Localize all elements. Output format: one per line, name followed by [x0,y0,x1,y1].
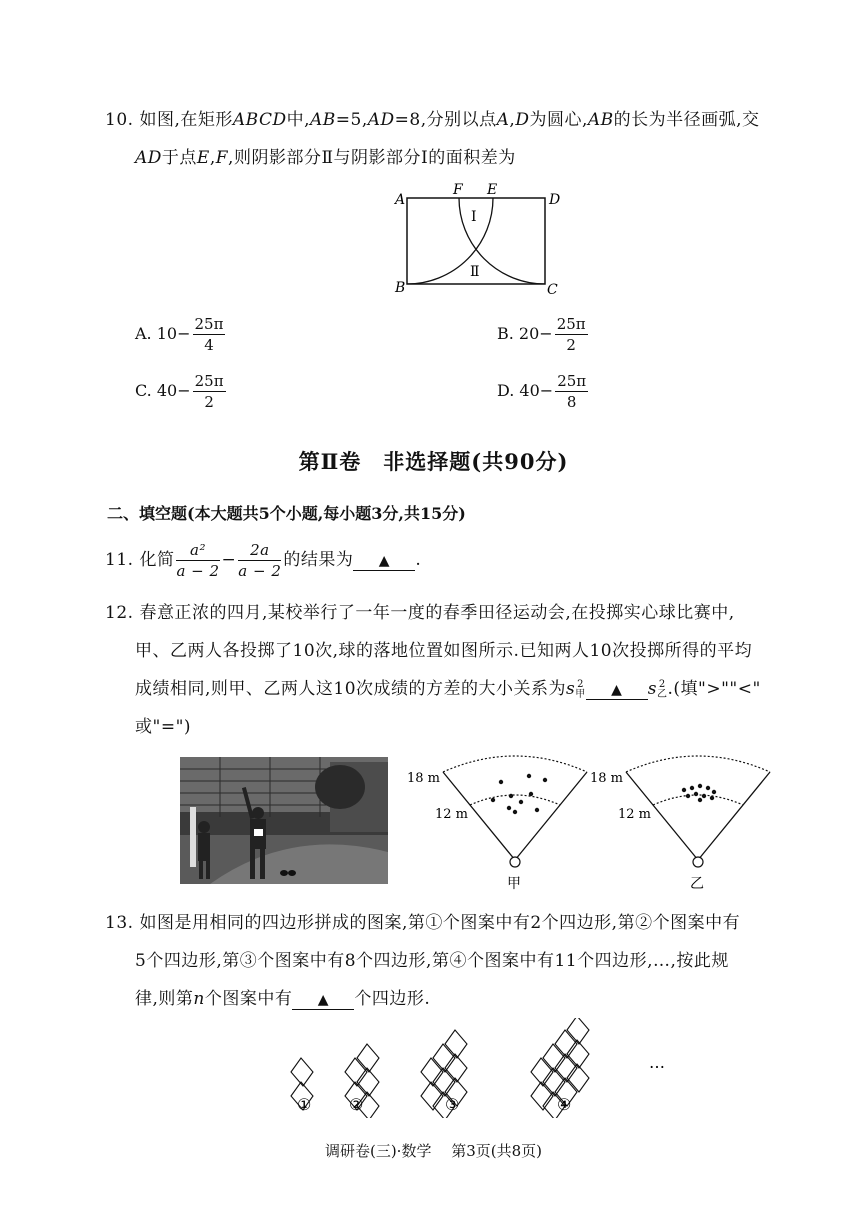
rhombus [445,1030,467,1058]
pattern-label-4: ④ [557,1095,572,1114]
denominator: a − 2 [176,562,220,580]
math: n [193,989,205,1009]
label-f: F [453,182,463,198]
text: .(填">""<" [667,679,761,699]
math: AB [310,110,336,130]
label-12m: 12 m [435,807,469,822]
text: . [415,550,422,570]
text: 律,则第 [135,989,194,1009]
sup: 2 [658,678,666,690]
rhombus [357,1044,379,1072]
fraction-1 [176,540,219,581]
landing-points [682,784,716,802]
numerator: a² [176,540,219,561]
math: ABCD [232,110,287,130]
throw-circle [510,857,520,867]
throw-circle [693,857,703,867]
question-number: 13. [105,913,134,933]
rhombus-patterns [285,1018,685,1118]
label-b: B [395,280,406,296]
math: D [515,110,530,130]
text: 化简 [139,550,175,570]
numerator: 25π [194,372,224,390]
q13-line1 [105,908,740,933]
pattern-label-3: ③ [445,1095,460,1114]
q12-line4: 或"=") [135,717,192,737]
question-number: 12. [105,603,134,623]
denominator: 2 [566,336,576,354]
sector-edge-right [515,772,587,860]
part2-heading: 第Ⅱ卷 非选择题(共90分) [298,449,569,474]
fraction-2 [238,540,281,581]
sub: 乙 [657,688,668,700]
option-c[interactable] [135,371,228,412]
label-d: D [549,192,561,208]
label-jia: 甲 [507,876,521,892]
label-18m: 18 m [407,771,441,786]
numerator: 25π [556,315,586,333]
option-label: B. 20− [497,324,553,343]
photo-scene [180,757,388,884]
text: 成绩相同,则甲、乙两人这10次成绩的方差的大小关系为 [135,679,567,699]
rhombus [567,1018,589,1044]
math: AD [135,148,162,168]
text: 于点 [161,148,197,168]
option-label: C. 40− [135,381,191,400]
q13-line2: 5个四边形,第③个图案中有8个四边形,第④个图案中有11个四边形,…,按此规 [135,951,729,971]
text: =5, [335,110,368,130]
throw-diagram-yi [588,752,788,897]
shot-put-photo [180,757,388,884]
option-a[interactable] [135,314,227,355]
q10-line1 [105,105,760,130]
fraction [555,314,588,355]
label-c: C [547,282,558,298]
q11 [105,540,421,581]
math: A [496,110,510,130]
text: 个四边形. [354,989,431,1009]
sup: 2 [577,678,584,690]
math: s [566,679,576,699]
q13-line3 [135,984,430,1010]
q12-line3 [135,674,761,700]
sector-edge-right [698,772,770,860]
numerator: 25π [557,372,587,390]
arc-18m [443,756,587,772]
landing-points [491,774,547,814]
pattern-label-1: ① [297,1095,312,1114]
denominator: 2 [204,393,214,411]
denominator: a − 2 [238,562,282,580]
answer-mark: ▲ [317,992,329,1008]
text: 个图案中有 [204,989,293,1009]
arc-12m [470,795,560,805]
text: =8,分别以点 [394,110,497,130]
section-title: 二、填空题(本大题共5个小题,每小题3分,共15分) [107,504,466,523]
option-b[interactable] [497,314,590,355]
region-ii-label: Ⅱ [470,264,480,280]
option-d[interactable] [497,371,590,412]
text: , [209,148,216,168]
numerator: 2a [238,540,281,561]
label-12m: 12 m [618,807,652,822]
question-number: 10. [105,110,134,130]
q10-line2 [135,143,516,168]
q10-rectangle-figure [385,178,575,298]
label-e: E [487,182,498,198]
text: , [509,110,516,130]
label-18m: 18 m [590,771,624,786]
text: 为圆心, [529,110,588,130]
sup-sub [657,680,668,700]
sub: 甲 [575,688,586,700]
answer-mark: ▲ [611,682,623,698]
option-label: A. 10− [135,324,191,343]
pattern-ellipsis: … [649,1053,665,1072]
numerator: 25π [194,315,224,333]
q12-line1 [105,598,735,623]
answer-blank[interactable] [292,989,354,1010]
text: 春意正浓的四月,某校举行了一年一度的春季田径运动会,在投掷实心球比赛中, [139,603,735,623]
pattern-label-2: ② [349,1095,364,1114]
question-number: 11. [105,550,134,570]
rhombus [291,1058,313,1086]
text: 中, [286,110,310,130]
label-a: A [395,192,406,208]
label-yi: 乙 [690,876,704,892]
q12-line2: 甲、乙两人各投掷了10次,球的落地位置如图所示.已知两人10次投掷所得的平均 [135,641,753,661]
answer-blank[interactable] [586,679,648,700]
math: s [647,679,658,699]
text: 的长为半径画弧,交 [613,110,760,130]
arc-18m [626,756,770,772]
fraction [555,371,588,412]
page-footer: 调研卷(三)·数学 第3页(共8页) [324,1142,543,1160]
answer-mark: ▲ [378,553,391,569]
math: F [215,148,229,168]
operator: − [221,550,237,570]
math: E [196,148,210,168]
fraction [193,314,226,355]
math: AD [367,110,395,130]
fraction [193,371,226,412]
math: AB [587,110,614,130]
text: ,则阴影部分Ⅱ与阴影部分Ⅰ的面积差为 [228,148,516,168]
sup-sub [575,680,586,700]
option-label: D. 40− [497,381,554,400]
text: 如图,在矩形 [139,110,233,130]
text: 如图是用相同的四边形拼成的图案,第①个图案中有2个四边形,第②个图案中有 [139,913,741,933]
region-i-label: Ⅰ [471,209,477,225]
answer-blank[interactable] [353,550,415,571]
denominator: 4 [204,336,214,354]
text: 的结果为 [283,550,354,570]
denominator: 8 [566,393,577,411]
throw-diagram-jia [405,752,595,897]
